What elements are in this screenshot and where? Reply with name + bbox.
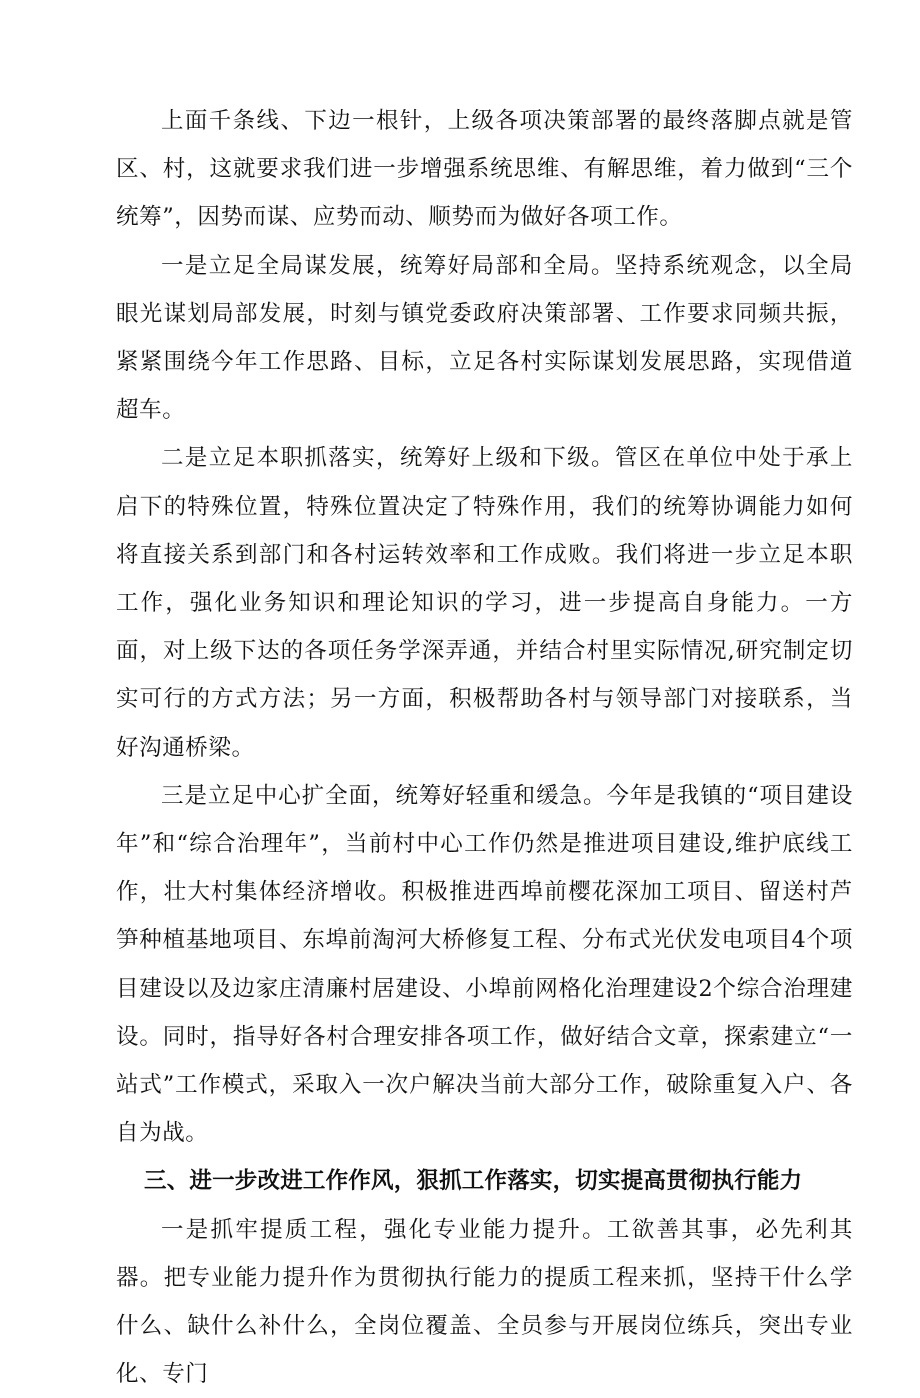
paragraph-implementation: 二是立足本职抓落实，统筹好上级和下级。管区在单位中处于承上启下的特殊位置，特殊位置决定了特殊作用，我们的统筹协调能力如何将直接关系到部门和各村运转效率和工作成败。我们将进一步立足本职工作，强化业务知识和理论知识的学习，进一步提高自身能力。一方面，对上级下达的各项任务学深弄通，并结合村里实际情况,研究制定切实可行的方式方法；另一方面，积极帮助各村与领导部门对接联系，当好沟通桥梁。	[116, 445, 853, 761]
paragraph-central-work: 三是立足中心扩全面，统筹好轻重和缓急。今年是我镇的“项目建设年”和“综合治理年”，当前村中心工作仍然是推进项目建设,维护底线工作，壮大村集体经济增收。积极推进西埠前樱花深加工项目、留送村芦笋种植基地项目、东埠前淘河大桥修复工程、分布式光伏发电项目4个项目建设以及边家庄清廉村居建设、小埠前网格化治理建设2个综合治理建设。同时，指导好各村合理安排各项工作，做好结合文章，探索建立“一站式”工作模式，采取入一次户解决当前大部分工作，破除重复入户、各自为战。	[116, 782, 853, 1147]
paragraph-three-coordinations-intro: 上面千条线、下边一根针，上级各项决策部署的最终落脚点就是管区、村，这就要求我们进一步增强系统思维、有解思维，着力做到“三个统筹”，因势而谋、应势而动、顺势而为做好各项工作。	[116, 108, 853, 231]
paragraph-quality-improvement: 一是抓牢提质工程，强化专业能力提升。工欲善其事，必先利其器。把专业能力提升作为贯彻执行能力的提质工程来抓，坚持干什么学什么、缺什么补什么，全岗位覆盖、全员参与开展岗位练兵，突出专业化、专门	[116, 1216, 853, 1388]
paragraph-overall-development: 一是立足全局谋发展，统筹好局部和全局。坚持系统观念，以全局眼光谋划局部发展，时刻与镇党委政府决策部署、工作要求同频共振，紧紧围绕今年工作思路、目标，立足各村实际谋划发展思路，实现借道超车。	[116, 252, 853, 424]
section-heading: 三、进一步改进工作作风，狠抓工作落实，切实提高贯彻执行能力	[144, 1168, 803, 1195]
document-body	[116, 97, 853, 1398]
